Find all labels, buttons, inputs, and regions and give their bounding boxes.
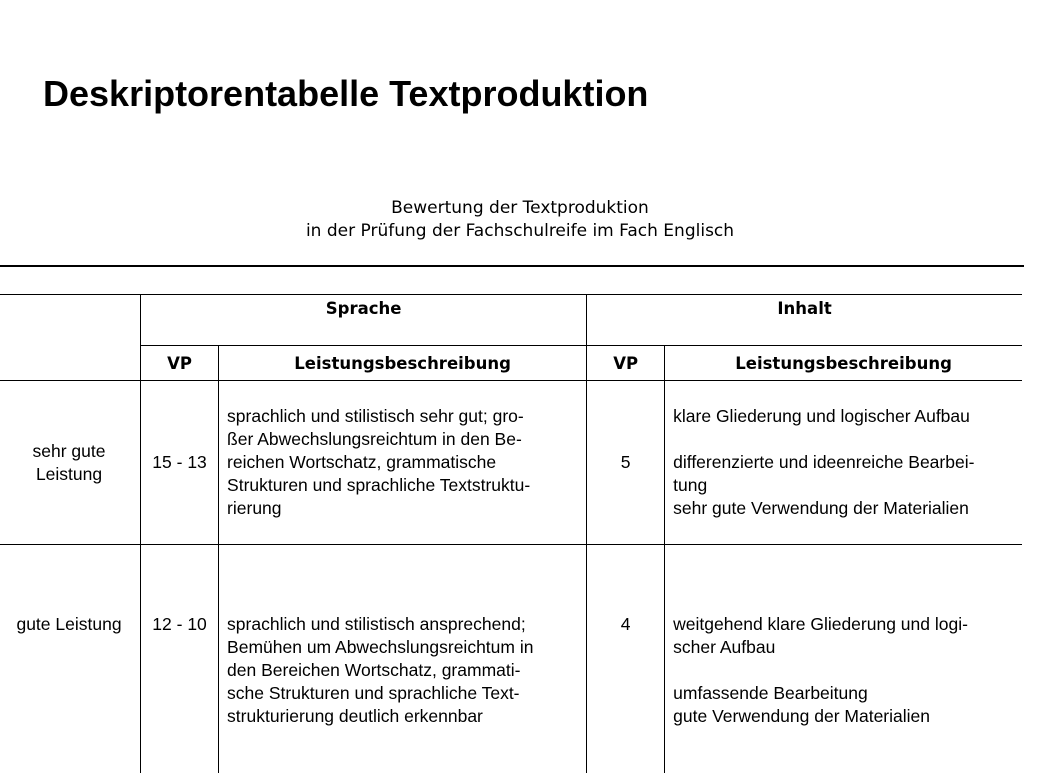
description-line: umfassende Bearbeitung <box>673 682 1016 705</box>
description-line: sehr gute Verwendung der Materialien <box>673 497 1016 520</box>
description-line: sche Strukturen und sprachliche Text- <box>227 682 580 705</box>
column-header-leistungsbeschreibung: Leistungsbeschreibung <box>219 346 587 381</box>
group-header-inhalt: Inhalt <box>587 295 1022 346</box>
description-line: tung <box>673 474 1016 497</box>
descriptor-table <box>0 294 1022 773</box>
category-label: Leistung <box>0 463 140 486</box>
table-group-header-row <box>0 295 1022 346</box>
description-line: ßer Abwechslungsreichtum in den Be- <box>227 428 580 451</box>
description-line: den Bereichen Wortschatz, grammati- <box>227 659 580 682</box>
description-spacer <box>673 428 1016 451</box>
category-cell <box>0 381 141 545</box>
group-header-sprache: Sprache <box>141 295 587 346</box>
description-line: strukturierung deutlich erkennbar <box>227 705 580 728</box>
column-header-leistungsbeschreibung: Leistungsbeschreibung <box>665 346 1022 381</box>
description-line: klare Gliederung und logischer Aufbau <box>673 405 1016 428</box>
sprache-vp-cell: 15 - 13 <box>141 381 219 545</box>
document-heading: Bewertung der Textproduktion <box>0 196 1040 220</box>
sprache-vp-cell: 12 - 10 <box>141 545 219 773</box>
table-corner-cell <box>0 295 141 346</box>
sprache-description-cell <box>219 545 587 773</box>
column-header-vp: VP <box>587 346 665 381</box>
category-cell <box>0 545 141 773</box>
description-line: sprachlich und stilistisch ansprechend; <box>227 613 580 636</box>
inhalt-vp-cell: 4 <box>587 545 665 773</box>
description-line: rierung <box>227 497 580 520</box>
description-line: Bemühen um Abwechslungsreichtum in <box>227 636 580 659</box>
description-line: scher Aufbau <box>673 636 1016 659</box>
description-line: gute Verwendung der Materialien <box>673 705 1016 728</box>
table-corner-cell-lower <box>0 346 141 381</box>
inhalt-description-cell <box>665 381 1022 545</box>
description-spacer <box>673 659 1016 682</box>
category-label: sehr gute <box>0 440 140 463</box>
sprache-description-cell <box>219 381 587 545</box>
description-line: differenzierte und ideenreiche Bearbei- <box>673 451 1016 474</box>
inhalt-vp-cell: 5 <box>587 381 665 545</box>
description-line: Strukturen und sprachliche Textstruktu- <box>227 474 580 497</box>
scanned-document <box>0 190 1024 687</box>
inhalt-description-cell <box>665 545 1022 773</box>
document-subheading: in der Prüfung der Fachschulreife im Fach Englisch <box>0 219 1040 243</box>
horizontal-rule <box>0 265 1024 267</box>
description-line: sprachlich und stilistisch sehr gut; gro- <box>227 405 580 428</box>
table-column-header-row <box>0 346 1022 381</box>
category-label: gute Leistung <box>0 613 140 636</box>
table-row <box>0 545 1022 773</box>
table-row <box>0 381 1022 545</box>
description-line: weitgehend klare Gliederung und logi- <box>673 613 1016 636</box>
page-title: Deskriptorentabelle Textproduktion <box>43 72 648 116</box>
column-header-vp: VP <box>141 346 219 381</box>
description-line: reichen Wortschatz, grammatische <box>227 451 580 474</box>
